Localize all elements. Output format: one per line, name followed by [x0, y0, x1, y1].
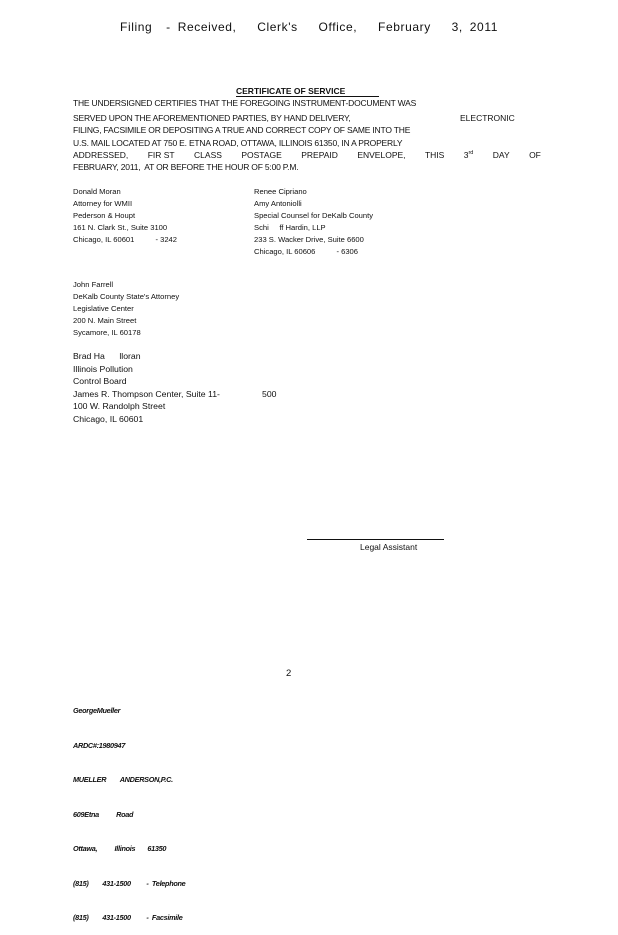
- certificate-line-3: FILING, FACSIMILE OR DEPOSITING A TRUE AND CORRECT COPY OF SAME INTO THE: [73, 125, 411, 135]
- address-line: Brad Ha lloran: [73, 351, 141, 361]
- footer-line: (815) 431-1500 - Telephone: [73, 878, 186, 888]
- address-line: DeKalb County State's Attorney: [73, 292, 180, 301]
- address-farrell: [73, 279, 179, 339]
- address-line: 233 S. Wacker Drive, Suite 6600: [254, 235, 364, 244]
- word-prepaid: PREPAID: [301, 150, 338, 160]
- title-underline: [236, 96, 379, 97]
- certificate-line-2: SERVED UPON THE AFOREMENTIONED PARTIES, BY HAND DELIVERY,: [73, 113, 351, 123]
- address-cipriano: [254, 186, 373, 258]
- signature-label: Legal Assistant: [360, 542, 418, 552]
- word-addressed: ADDRESSED,: [73, 150, 129, 160]
- address-line: Chicago, IL 60601 - 3242: [73, 235, 177, 244]
- word-class: CLASS: [194, 150, 222, 160]
- filing-header: Filing - Received, Clerk's Office, February 3, 2011: [120, 20, 498, 34]
- certificate-electronic: ELECTRONIC: [460, 113, 515, 123]
- address-line: Illinois Pollution: [73, 363, 133, 374]
- certificate-line-4: U.S. MAIL LOCATED AT 750 E. ETNA ROAD, OTTAWA, ILLINOIS 61350, IN A PROPERLY: [73, 138, 403, 148]
- footer-line: 609Etna Road: [73, 809, 134, 819]
- certificate-line-6: FEBRUARY, 2011, AT OR BEFORE THE HOUR OF 5:00 P.M.: [73, 162, 299, 172]
- address-line: James R. Thompson Center, Suite 11-: [73, 388, 220, 399]
- address-line: Special Counsel for DeKalb County: [254, 211, 374, 220]
- address-line: 161 N. Clark St., Suite 3100: [73, 223, 168, 232]
- certificate-line-1: THE UNDERSIGNED CERTIFIES THAT THE FOREGOING INSTRUMENT-DOCUMENT WAS: [73, 98, 417, 108]
- footer-line: Ottawa, Illinois 61350: [73, 844, 167, 853]
- address-line: Amy Antoniolli: [254, 199, 302, 208]
- footer-line: MUELLER ANDERSON,P.C.: [73, 775, 173, 784]
- address-line: 200 N. Main Street: [73, 316, 137, 325]
- address-line: Control Board: [73, 376, 127, 387]
- day-number: 3: [463, 150, 469, 160]
- address-halloran: [73, 350, 220, 426]
- address-line: Chicago, IL 60606 - 6306: [254, 247, 358, 256]
- address-line: Schi ff Hardin, LLP: [254, 223, 326, 232]
- address-line: John Farrell: [73, 280, 114, 289]
- word-of: OF: [529, 150, 541, 160]
- address-line: Chicago, IL 60601: [73, 413, 144, 424]
- word-this: THIS: [424, 150, 445, 160]
- word-day-number: [464, 150, 474, 160]
- word-day: DAY: [492, 150, 510, 160]
- address-line: Renee Cipriano: [254, 187, 307, 196]
- word-envelope: ENVELOPE,: [357, 150, 406, 160]
- address-line: Donald Moran: [73, 187, 121, 196]
- address-line: Sycamore, IL 60178: [73, 328, 141, 337]
- address-moran: [73, 186, 177, 246]
- footer-line: ARDC#:1980947: [73, 740, 126, 750]
- certificate-title: CERTIFICATE OF SERVICE: [236, 86, 346, 96]
- attorney-footer: [73, 682, 185, 935]
- footer-line: (815) 431-1500 - Facsimile: [73, 913, 183, 922]
- address-line: 100 W. Randolph Street: [73, 401, 166, 412]
- address-line: Attorney for WMII: [73, 199, 133, 208]
- page-number: 2: [286, 668, 292, 679]
- certificate-line-5: [73, 150, 541, 160]
- word-first: FIR ST: [147, 150, 175, 160]
- footer-line: GeorgeMueller: [73, 706, 121, 715]
- address-line: Legislative Center: [73, 304, 134, 313]
- suite-suffix: 500: [262, 389, 277, 399]
- signature-line: [307, 539, 444, 540]
- word-postage: POSTAGE: [241, 150, 282, 160]
- address-line: Pederson & Houpt: [73, 211, 136, 220]
- ordinal-suffix: rd: [468, 150, 474, 156]
